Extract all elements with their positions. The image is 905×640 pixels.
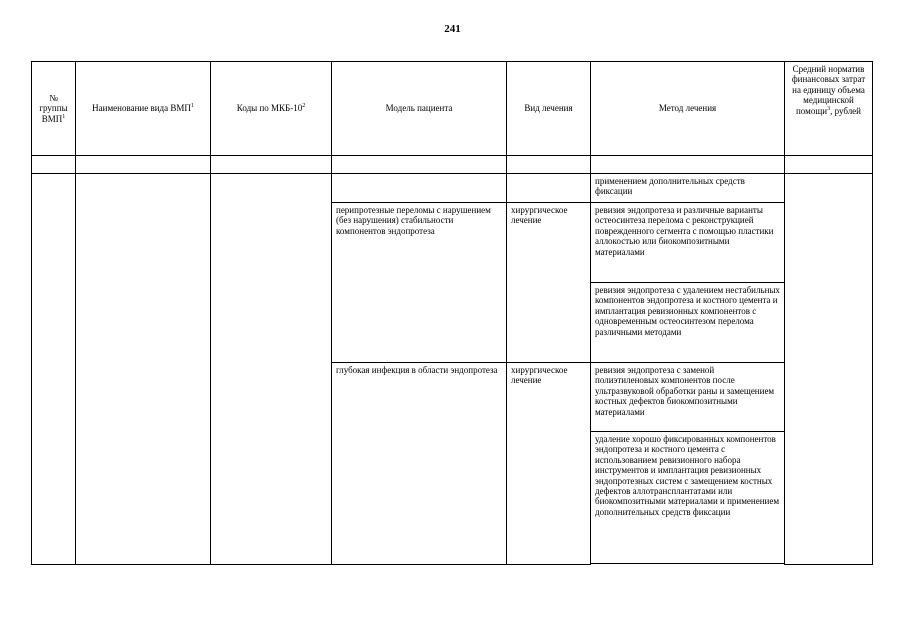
header-treatment-method: Метод лечения (591, 62, 785, 156)
method-cell: применением дополнительных средств фиксации (591, 174, 785, 203)
patient-model-cell: перипротезные переломы с нарушением (без нарушения) стабильности компонентов эндопротеза (332, 203, 507, 363)
method-cell: ревизия эндопротеза и различные варианты остеосинтеза перелома с реконструкцией поврежденного сегмента с помощью пластики аллокостью или биокомпозитными материалами (591, 203, 785, 283)
page-number: 241 (444, 23, 461, 35)
header-cost-norm: Средний норматив финансовых затрат на единицу объема медицинской помощи$^3$, рублей (785, 62, 873, 156)
group-number-cell (32, 174, 76, 565)
vmp-name-cell (76, 174, 211, 565)
table-header-row (32, 62, 873, 156)
treatment-type-cell: хирургическое лечение (507, 363, 591, 565)
treatment-type-cell: хирургическое лечение (507, 203, 591, 363)
cost-norm-cell (785, 174, 873, 565)
header-vmp-name: Наименование вида ВМП$^1$ (76, 62, 211, 156)
method-cell: удаление хорошо фиксированных компонентов эндопротеза и костного цемента с использованием ревизионного набора инструментов и имплантация ревизионных эндопротезных систем с замещением костных дефектов аллотрансплантатами или биокомпозитными материалами и применением дополнительных средств фиксации (591, 432, 785, 564)
treatment-type-cell (507, 174, 591, 203)
table-spacer-row (32, 156, 873, 174)
method-cell: ревизия эндопротеза с заменой полиэтиленовых компонентов после ультразвуковой обработки раны и замещением костных дефектов биокомпозитными материалами (591, 363, 785, 432)
header-group-number: № группы ВМП$^1$ (32, 62, 76, 156)
header-treatment-type: Вид лечения (507, 62, 591, 156)
vmp-table (31, 61, 873, 565)
header-patient-model: Модель пациента (332, 62, 507, 156)
patient-model-cell (332, 174, 507, 203)
patient-model-cell: глубокая инфекция в области эндопротеза (332, 363, 507, 565)
method-cell: ревизия эндопротеза с удалением нестабильных компонентов эндопротеза и костного цемента и имплантация ревизионных компонентов с одновременным остеосинтезом перелома различными методами (591, 283, 785, 363)
table-row (32, 174, 873, 203)
icd-codes-cell (211, 174, 332, 565)
header-icd-codes: Коды по МКБ-$10^2$ (211, 62, 332, 156)
